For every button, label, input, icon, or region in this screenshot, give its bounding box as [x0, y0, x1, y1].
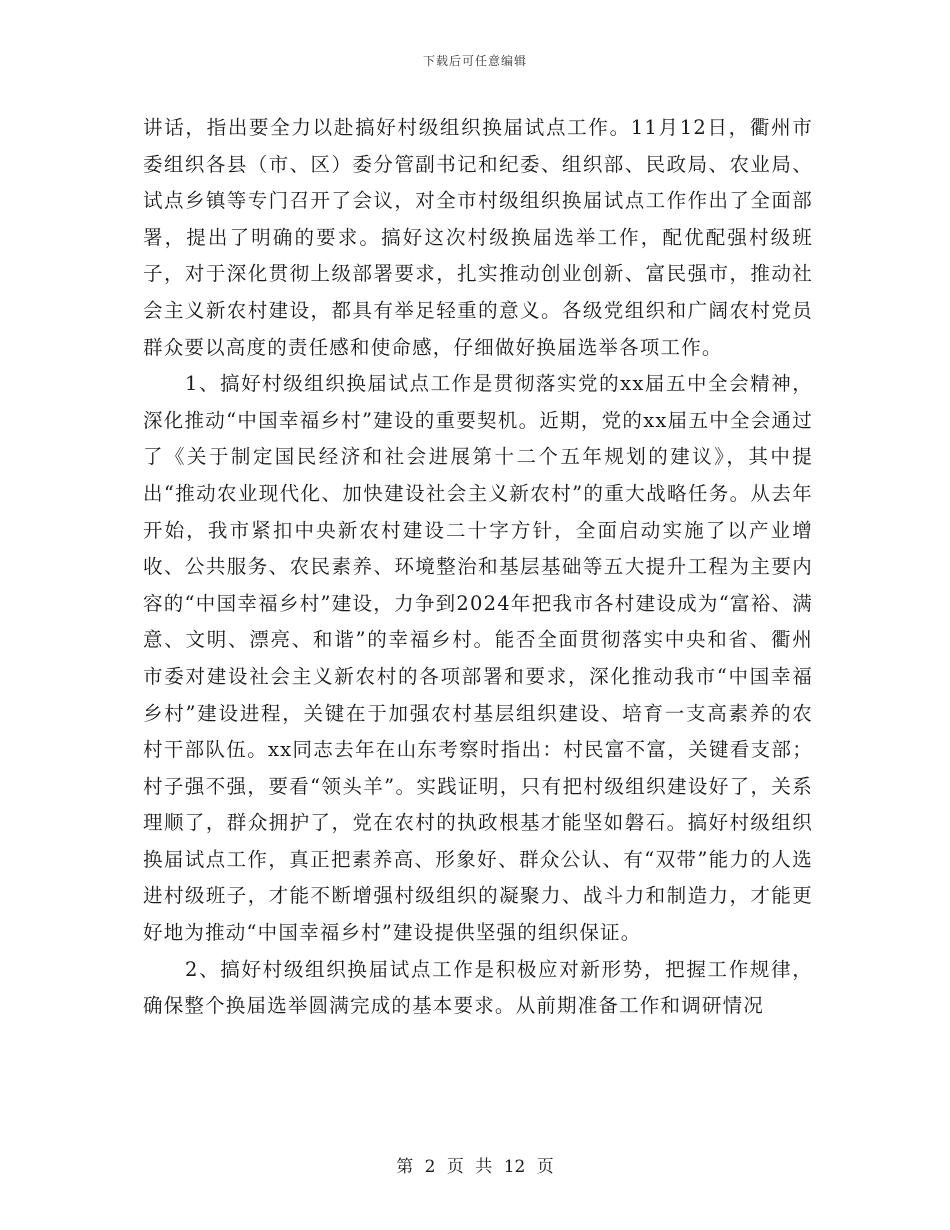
document-body	[143, 110, 813, 1025]
page-header: 下载后可任意编辑	[422, 54, 527, 68]
paragraph-point-1: 1、搞好村级组织换届试点工作是贯彻落实党的xx届五中全会精神，深化推动“中国幸福乡村”建设的重要契机。近期，党的xx届五中全会通过了《关于制定国民经济和社会进展第十二个五年规划的建议》，其中提出“推动农业现代化、加快建设社会主义新农村”的重大战略任务。从去年开始，我市紧扣中央新农村建设二十字方针，全面启动实施了以产业增收、公共服务、农民素养、环境整治和基层基础等五大提升工程为主要内容的“中国幸福乡村”建设，力争到2024年把我市各村建设成为“富裕、满意、文明、漂亮、和谐”的幸福乡村。能否全面贯彻落实中央和省、衢州市委对建设社会主义新农村的各项部署和要求，深化推动我市“中国幸福乡村”建设进程，关键在于加强农村基层组织建设、培育一支高素养的农村干部队伍。xx同志去年在山东考察时指出：村民富不富，关键看支部；村子强不强，要看“领头羊”。实践证明，只有把村级组织建设好了，关系理顺了，群众拥护了，党在农村的执政根基才能坚如磐石。搞好村级组织换届试点工作，真正把素养高、形象好、群众公认、有“双带”能力的人选进村级班子，才能不断增强村级组织的凝聚力、战斗力和制造力，才能更好地为推动“中国幸福乡村”建设提供坚强的组织保证。	[143, 372, 813, 945]
paragraph-point-2: 2、搞好村级组织换届试点工作是积极应对新形势，把握工作规律，确保整个换届选举圆满完成的基本要求。从前期准备工作和调研情况	[143, 957, 813, 1018]
paragraph-continuation: 讲话，指出要全力以赴搞好村级组织换届试点工作。11月12日，衢州市委组织各县（市、区）委分管副书记和纪委、组织部、民政局、农业局、试点乡镇等专门召开了会议，对全市村级组织换届试点工作作出了全面部署，提出了明确的要求。搞好这次村级换届选举工作，配优配强村级班子，对于深化贯彻上级部署要求，扎实推动创业创新、富民强市，推动社会主义新农村建设，都具有举足轻重的意义。各级党组织和广阔农村党员群众要以高度的责任感和使命感，仔细做好换届选举各项工作。	[143, 116, 813, 359]
page-number-footer: 第 2 页 共 12 页	[396, 1157, 554, 1177]
